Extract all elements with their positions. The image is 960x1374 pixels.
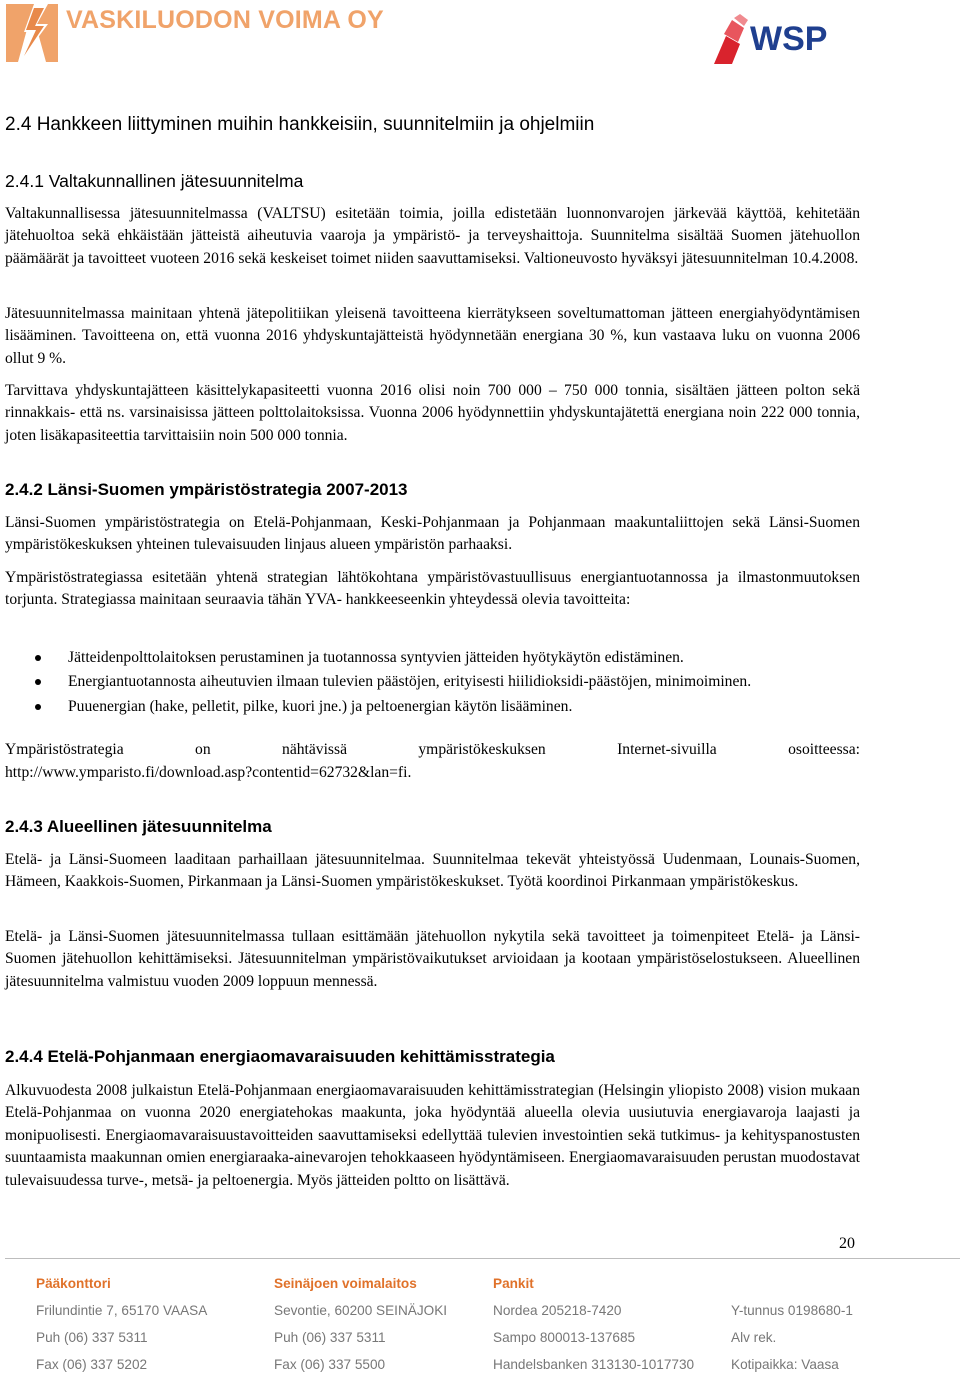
section-title-2-4: 2.4 Hankkeen liittyminen muihin hankkeisiin, suunnitelmiin ja ohjelmiin	[5, 114, 595, 135]
footer-domicile: Kotipaikka: Vaasa	[731, 1357, 839, 1372]
section-title-2-4-2: 2.4.2 Länsi-Suomen ympäristöstrategia 2007-2013	[5, 480, 408, 499]
section-title-2-4-4: 2.4.4 Etelä-Pohjanmaan energiaomavaraisuuden kehittämisstrategia	[5, 1047, 555, 1066]
paragraph: Ympäristöstrategia on nähtävissä ympäristökeskuksen Internet-sivuilla osoitteessa:	[5, 741, 860, 758]
footer-phone: Puh (06) 337 5311	[274, 1330, 386, 1345]
footer-power-plant	[274, 1270, 447, 1374]
footer-phone: Puh (06) 337 5311	[36, 1330, 148, 1345]
paragraph: Alkuvuodesta 2008 julkaistun Etelä-Pohjanmaan energiaomavaraisuuden kehittämisstrategian (Helsingin yliopisto 2008) vision mukaan Etelä-Pohjanmaa on vuonna 2020 energiatehokas maakunta, joka hyödyntää alueella olevia uusiutuvia energiavaroja laajasti ja monipuolisesti. Energiaomavaraisuustavoitteiden saavuttamiseksi edellyttää tulevien investointien sekä tutkimus- ja kehityspanostusten suuntaamista maakunnan omien energiaraaka-ainevarojen tehokkaaseen hyödyntämiseen. Energiaomavaraisuuden perustan muodostavat tulevaisuudessa turve-, metsä- ja peltoenergia. Myös jätteiden poltto on lisättävä.	[5, 1082, 860, 1189]
section-title-2-4-3: 2.4.3 Alueellinen jätesuunnitelma	[5, 817, 272, 836]
footer-company-info	[731, 1270, 853, 1374]
bullet-icon	[35, 704, 41, 710]
strategy-url-link[interactable]: http://www.ymparisto.fi/download.asp?contentid=62732&lan=fi.	[5, 764, 412, 781]
goal-list	[5, 647, 860, 718]
paragraph: Etelä- ja Länsi-Suomen jätesuunnitelmassa tullaan esittämään jätehuollon nykytila sekä tavoitteet ja toimenpiteet Etelä- ja Länsi- Suomen jätehuollon kehittämiseksi. Jätesuunnitelman ympäristövaikutukset arvioidaan ja kootaan ympäristöselostukseen. Alueellinen jätesuunnitelma valmistuu vuoden 2009 loppuun mennessä.	[5, 928, 860, 990]
page-header	[0, 0, 960, 70]
page-number: 20	[839, 1235, 855, 1252]
paragraph: Etelä- ja Länsi-Suomeen laaditaan parhaillaan jätesuunnitelmaa. Suunnitelmaa tekevät yhteistyössä Uudenmaan, Lounais-Suomen, Hämeen, Kaakkois-Suomen, Pirkanmaan ja Länsi-Suomen ympäristökeskukset. Työtä koordinoi Pirkanmaan ympäristökeskus.	[5, 851, 860, 891]
footer-banks	[493, 1270, 694, 1374]
list-item: Puuenergian (hake, pelletit, pilke, kuori jne.) ja peltoenergian käytön lisääminen.	[5, 696, 860, 718]
vaskiluoto-logo-icon	[4, 2, 60, 64]
footer-heading: Pankit	[493, 1276, 534, 1291]
footer-bank: Handelsbanken 313130-1017730	[493, 1357, 695, 1372]
footer-bank: Sampo 800013-137685	[493, 1330, 636, 1345]
paragraph: Länsi-Suomen ympäristöstrategia on Etelä-Pohjanmaan, Keski-Pohjanmaan ja Pohjanmaan maakuntaliittojen sekä Länsi-Suomen ympäristökeskuksen yhteinen tulevaisuuden linjaus alueen ympäristön parhaaksi.	[5, 514, 860, 554]
paragraph: Valtakunnallisessa jätesuunnitelmassa (VALTSU) esitetään toimia, joilla edistetään luonnonvarojen järkevää käyttöä, kehitetään jätehuoltoa sekä ehkäistään jätteistä aiheutuvia vaaroja ja ympäristö- ja terveyshaittoja. Suunnitelma sisältää Suomen jätehuollon päämäärät ja tavoitteet vuoteen 2016 sekä keskeiset toimet niiden saavuttamiseksi. Valtioneuvosto hyväksyi jätesuunnitelman 10.4.2008.	[5, 205, 860, 267]
paragraph: Ympäristöstrategiassa esitetään yhtenä strategian lähtökohtana ympäristövastuullisuus energiantuotannossa ja ilmastonmuutoksen torjunta. Strategiassa mainitaan seuraavia tähän YVA- hankkeeseenkin yhteydessä olevia tavoitteita:	[5, 569, 860, 609]
footer-address: Sevontie, 60200 SEINÄJOKI	[274, 1303, 448, 1318]
section-title-2-4-1: 2.4.1 Valtakunnallinen jätesuunnitelma	[5, 171, 304, 191]
footer-heading: Seinäjoen voimalaitos	[274, 1276, 417, 1291]
footer-head-office	[36, 1270, 207, 1374]
footer-heading: Pääkonttori	[36, 1276, 111, 1291]
footer-vat: Alv rek.	[731, 1330, 777, 1345]
footer-business-id: Y-tunnus 0198680-1	[731, 1303, 853, 1318]
footer-bank: Nordea 205218-7420	[493, 1303, 622, 1318]
bullet-icon	[35, 655, 41, 661]
company-name: VASKILUODON VOIMA OY	[66, 6, 384, 34]
paragraph: Tarvittava yhdyskuntajätteen käsittelykapasiteetti vuonna 2016 olisi noin 700 000 – 750 000 tonnia, sisältäen jätteen polton sekä rinnakkais- että ns. varsinaisissa jätteen polttolaitoksissa. Vuonna 2006 hyödynnettiin yhdyskuntajätettä energiana noin 222 000 tonnia, joten lisäkapasiteettia tarvittaisiin noin 500 000 tonnia.	[5, 382, 860, 444]
list-item: Jätteidenpolttolaitoksen perustaminen ja tuotannossa syntyvien jätteiden hyötykäytön edistäminen.	[5, 647, 860, 669]
paragraph: Jätesuunnitelmassa mainitaan yhtenä jätepolitiikan yleisenä tavoitteena kierrätykseen soveltumattoman jätteen energiahyödyntämisen lisääminen. Tavoitteena on, että vuonna 2016 yhdyskuntajätteistä hyödynnetään energiana 30 %, kun vastaava luku on vuonna 2006 ollut 9 %.	[5, 305, 860, 367]
wsp-logo-icon	[710, 14, 860, 66]
footer-fax: Fax (06) 337 5500	[274, 1357, 386, 1372]
bullet-icon	[35, 679, 41, 685]
footer-divider	[5, 1258, 960, 1259]
list-item: Energiantuotannosta aiheutuvien ilmaan tulevien päästöjen, erityisesti hiilidioksidi-päästöjen, minimoiminen.	[5, 671, 860, 693]
footer-address: Frilundintie 7, 65170 VAASA	[36, 1303, 208, 1318]
wsp-logo-text: WSP	[750, 20, 828, 58]
footer-fax: Fax (06) 337 5202	[36, 1357, 148, 1372]
